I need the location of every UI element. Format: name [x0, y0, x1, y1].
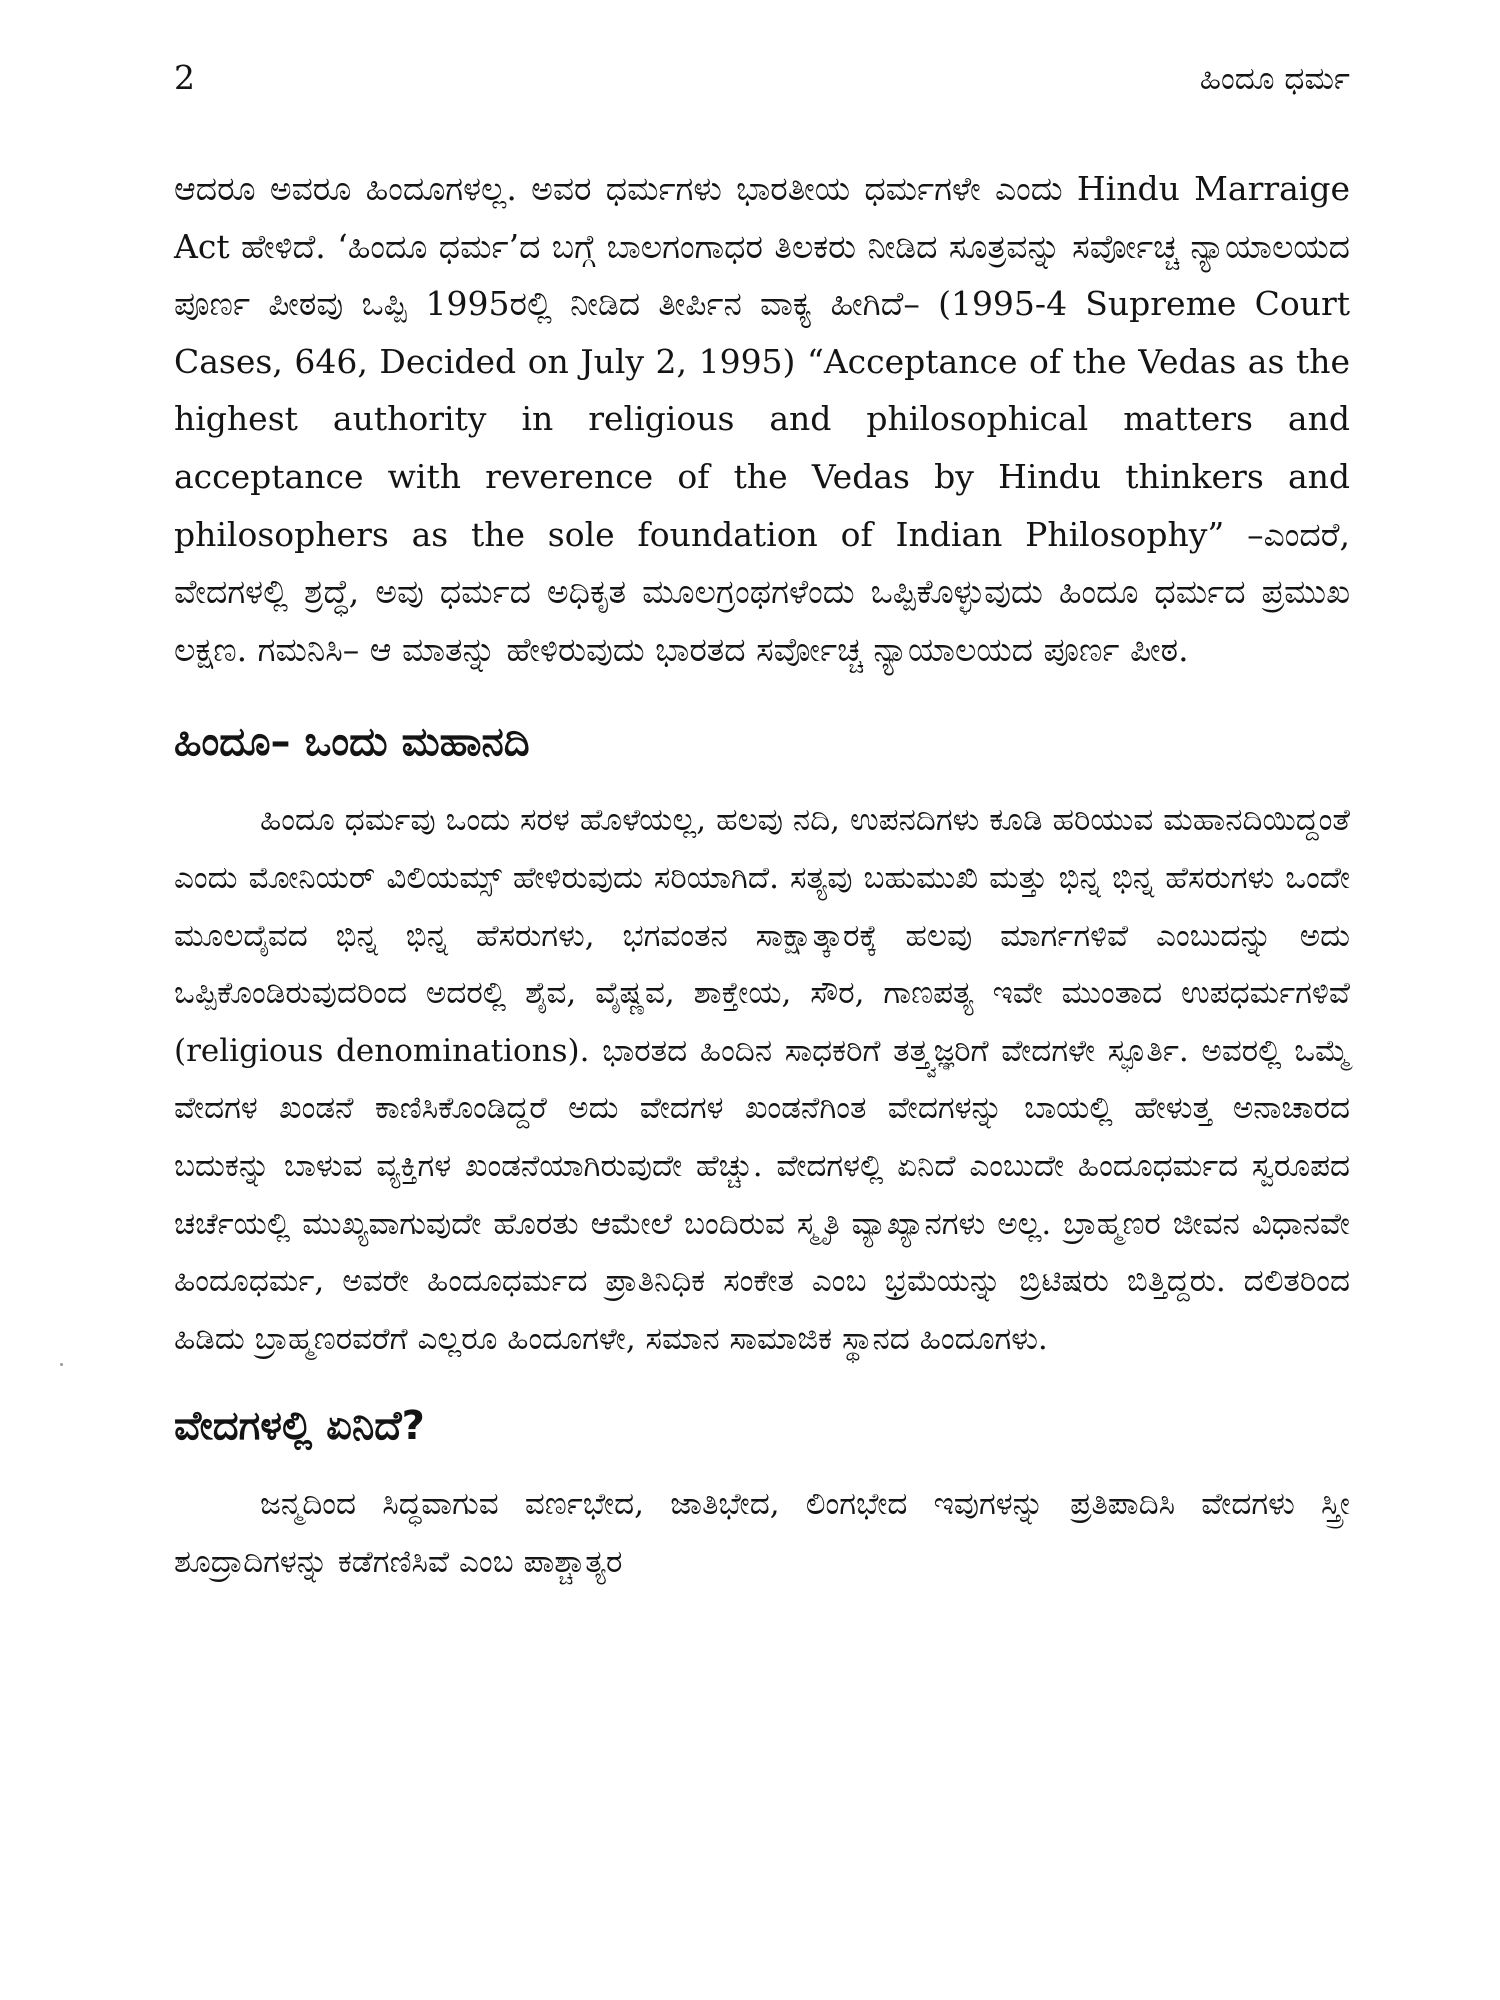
paragraph-1: ಆದರೂ ಅವರೂ ಹಿಂದೂಗಳಲ್ಲ. ಅವರ ಧರ್ಮಗಳು ಭಾರತೀಯ ಧರ್ಮಗಳೇ ಎಂದು Hindu Marraige Act ಹೇಳಿದೆ. ‘ಹಿಂದೂ ಧರ್ಮ’ದ ಬಗ್ಗೆ ಬಾಲಗಂಗಾಧರ ತಿಲಕರು ನೀಡಿದ ಸೂತ್ರವನ್ನು ಸರ್ವೋಚ್ಚ ನ್ಯಾಯಾಲಯದ ಪೂರ್ಣ ಪೀಠವು ಒಪ್ಪಿ 1995ರಲ್ಲಿ ನೀಡಿದ ತೀರ್ಪಿನ ವಾಕ್ಯ ಹೀಗಿದೆ– (1995-4 Supreme Court Cases, 646, Decided on July 2, 1995) “Acceptance of the Vedas as the highest authority in religious and philosophical matters and acceptance with reverence of the Vedas by Hindu thinkers and philosophers as the sole foundation of Indian Philosophy” –ಎಂದರೆ, ವೇದಗಳಲ್ಲಿ ಶ್ರದ್ಧೆ, ಅವು ಧರ್ಮದ ಅಧಿಕೃತ ಮೂಲಗ್ರಂಥಗಳೆಂದು ಒಪ್ಪಿಕೊಳ್ಳುವುದು ಹಿಂದೂ ಧರ್ಮದ ಪ್ರಮುಖ ಲಕ್ಷಣ. ಗಮನಿಸಿ– ಆ ಮಾತನ್ನು ಹೇಳಿರುವುದು ಭಾರತದ ಸರ್ವೋಚ್ಚ ನ್ಯಾಯಾಲಯದ ಪೂರ್ಣ ಪೀಠ. [174, 169, 1350, 669]
page-number: 2 [174, 58, 195, 97]
body-text [174, 160, 1350, 1591]
section-heading-mahanadi: ಹಿಂದೂ– ಒಂದು ಮಹಾನದಿ [174, 719, 530, 766]
paragraph-3: ಜನ್ಮದಿಂದ ಸಿದ್ಧವಾಗುವ ವರ್ಣಭೇದ, ಜಾತಿಭೇದ, ಲಿಂಗಭೇದ ಇವುಗಳನ್ನು ಪ್ರತಿಪಾದಿಸಿ ವೇದಗಳು ಸ್ತ್ರೀ ಶೂದ್ರಾದಿಗಳನ್ನು ಕಡೆಗಣಿಸಿವೆ ಎಂಬ ಪಾಶ್ಚಾತ್ಯರ [174, 1486, 1350, 1580]
paragraph-2: ಹಿಂದೂ ಧರ್ಮವು ಒಂದು ಸರಳ ಹೊಳೆಯಲ್ಲ, ಹಲವು ನದಿ, ಉಪನದಿಗಳು ಕೂಡಿ ಹರಿಯುವ ಮಹಾನದಿಯಿದ್ದಂತೆ ಎಂದು ಮೋನಿಯರ್ ವಿಲಿಯಮ್ಸ್ ಹೇಳಿರುವುದು ಸರಿಯಾಗಿದೆ. ಸತ್ಯವು ಬಹುಮುಖಿ ಮತ್ತು ಭಿನ್ನ ಭಿನ್ನ ಹೆಸರುಗಳು ಒಂದೇ ಮೂಲದೈವದ ಭಿನ್ನ ಭಿನ್ನ ಹೆಸರುಗಳು, ಭಗವಂತನ ಸಾಕ್ಷಾತ್ಕಾರಕ್ಕೆ ಹಲವು ಮಾರ್ಗಗಳಿವೆ ಎಂಬುದನ್ನು ಅದು ಒಪ್ಪಿಕೊಂಡಿರುವುದರಿಂದ ಅದರಲ್ಲಿ ಶೈವ, ವೈಷ್ಣವ, ಶಾಕ್ತೇಯ, ಸೌರ, ಗಾಣಪತ್ಯ ಇವೇ ಮುಂತಾದ ಉಪಧರ್ಮಗಳಿವೆ (religious denominations). ಭಾರತದ ಹಿಂದಿನ ಸಾಧಕರಿಗೆ ತತ್ತ್ವಜ್ಞರಿಗೆ ವೇದಗಳೇ ಸ್ಫೂರ್ತಿ. ಅವರಲ್ಲಿ ಒಮ್ಮೆ ವೇದಗಳ ಖಂಡನೆ ಕಾಣಿಸಿಕೊಂಡಿದ್ದರೆ ಅದು ವೇದಗಳ ಖಂಡನೆಗಿಂತ ವೇದಗಳನ್ನು ಬಾಯಲ್ಲಿ ಹೇಳುತ್ತ ಅನಾಚಾರದ ಬದುಕನ್ನು ಬಾಳುವ ವ್ಯಕ್ತಿಗಳ ಖಂಡನೆಯಾಗಿರುವುದೇ ಹೆಚ್ಚು. ವೇದಗಳಲ್ಲಿ ಏನಿದೆ ಎಂಬುದೇ ಹಿಂದೂಧರ್ಮದ ಸ್ವರೂಪದ ಚರ್ಚೆಯಲ್ಲಿ ಮುಖ್ಯವಾಗುವುದೇ ಹೊರತು ಆಮೇಲೆ ಬಂದಿರುವ ಸ್ಮೃತಿ ವ್ಯಾಖ್ಯಾನಗಳು ಅಲ್ಲ. ಬ್ರಾಹ್ಮಣರ ಜೀವನ ವಿಧಾನವೇ ಹಿಂದೂಧರ್ಮ, ಅವರೇ ಹಿಂದೂಧರ್ಮದ ಪ್ರಾತಿನಿಧಿಕ ಸಂಕೇತ ಎಂಬ ಭ್ರಮೆಯನ್ನು ಬ್ರಿಟಿಷರು ಬಿತ್ತಿದ್ದರು. ದಲಿತರಿಂದ ಹಿಡಿದು ಬ್ರಾಹ್ಮಣರವರೆಗೆ ಎಲ್ಲರೂ ಹಿಂದೂಗಳೇ, ಸಮಾನ ಸಾಮಾಜಿಕ ಸ್ಥಾನದ ಹಿಂದೂಗಳು. [174, 802, 1350, 1357]
book-title: ಹಿಂದೂ ಧರ್ಮ [1199, 61, 1350, 97]
running-header [174, 58, 1350, 108]
scan-speck [60, 1363, 63, 1366]
section-heading-vedas: ವೇದಗಳಲ್ಲಿ ಏನಿದೆ? [174, 1403, 425, 1450]
